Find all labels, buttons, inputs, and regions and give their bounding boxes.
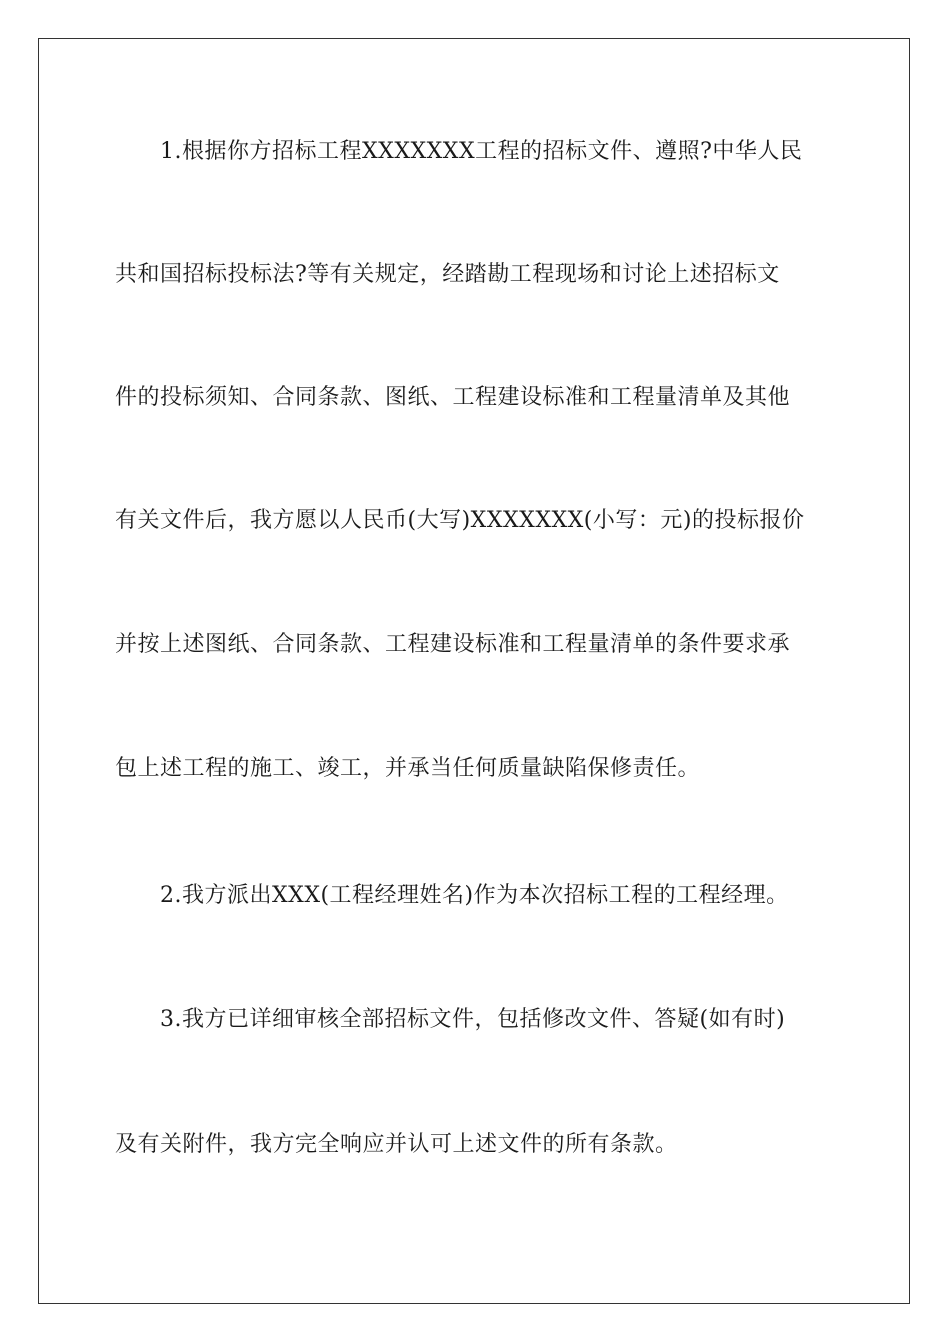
paragraph-3-line-2: 及有关附件，我方完全响应并认可上述文件的所有条款。 <box>115 1132 678 1157</box>
paragraph-1-line-5: 并按上述图纸、合同条款、工程建设标准和工程量清单的条件要求承 <box>115 632 791 657</box>
paragraph-1-line-2: 共和国招标投标法?等有关规定，经踏勘工程现场和讨论上述招标文 <box>115 262 780 287</box>
paragraph-3-line-1: 3.我方已详细审核全部招标文件，包括修改文件、答疑(如有时) <box>160 1007 786 1032</box>
paragraph-1-line-1: 1.根据你方招标工程XXXXXXX工程的招标文件、遵照?中华人民 <box>160 139 803 164</box>
page-frame <box>38 38 910 1304</box>
paragraph-2-line-1: 2.我方派出XXX(工程经理姓名)作为本次招标工程的工程经理。 <box>160 883 789 908</box>
paragraph-1-line-4: 有关文件后，我方愿以人民币(大写)XXXXXXX(小写：元)的投标报价 <box>115 508 805 533</box>
paragraph-1-line-6: 包上述工程的施工、竣工，并承当任何质量缺陷保修责任。 <box>115 756 701 781</box>
paragraph-1-line-3: 件的投标须知、合同条款、图纸、工程建设标准和工程量清单及其他 <box>115 385 791 410</box>
